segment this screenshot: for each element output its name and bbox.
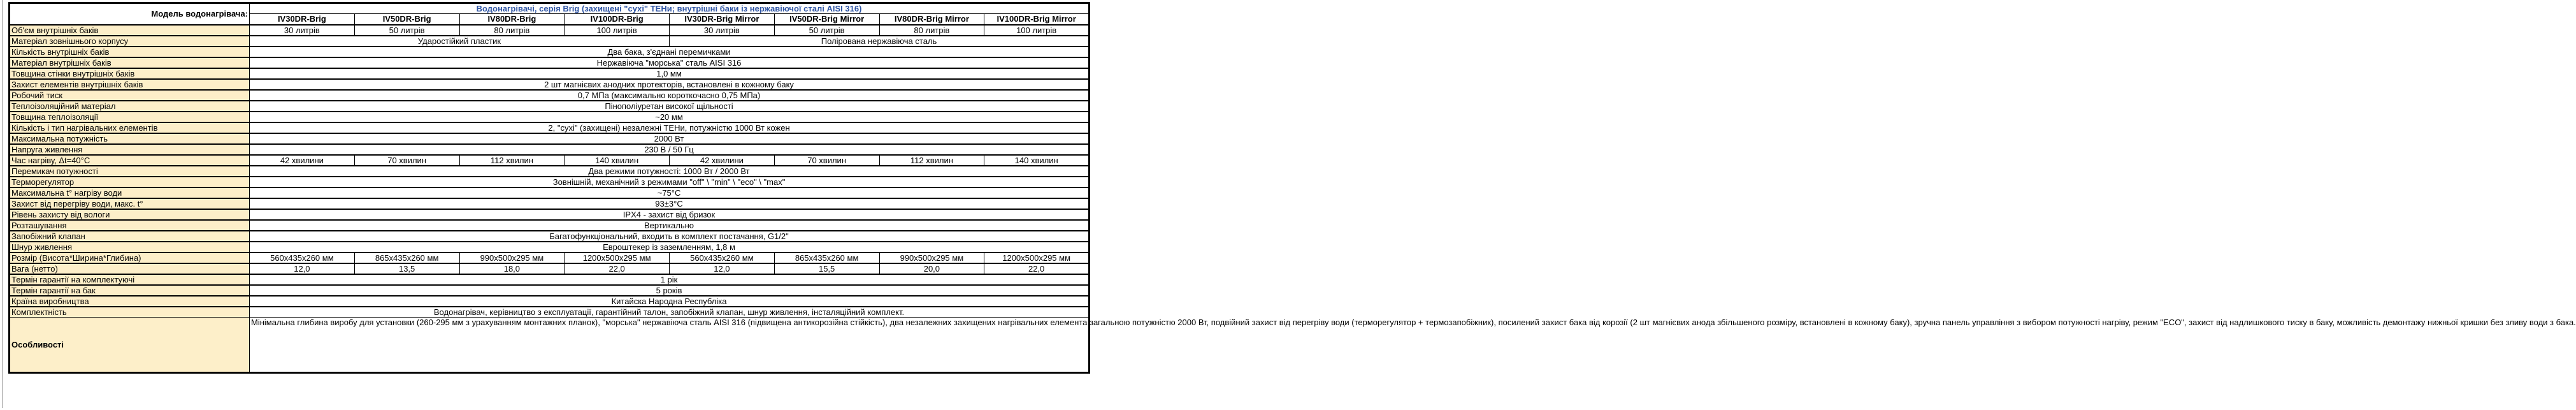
row-value: 50 литрів xyxy=(354,25,459,36)
row-value: Нержавіюча "морська" сталь AISI 316 xyxy=(250,57,1090,68)
row-value: 13,5 xyxy=(354,263,459,274)
row-value: 2, "сухі" (захищені) незалежні ТЕНи, потужністю 1000 Вт кожен xyxy=(250,122,1090,133)
model-name: IV100DR-Brig xyxy=(565,14,670,25)
spec-row-weight xyxy=(10,263,1090,274)
spec-row-warranty-parts xyxy=(10,274,1090,285)
spec-row-country xyxy=(10,296,1090,307)
row-value: 42 хвилини xyxy=(670,155,775,166)
row-value: 140 хвилин xyxy=(565,155,670,166)
row-value: 230 В / 50 Гц xyxy=(250,144,1090,155)
row-label: Максимальна t° нагріву води xyxy=(10,187,250,198)
spec-row-moisture xyxy=(10,209,1090,220)
model-name: IV50DR-Brig xyxy=(354,14,459,25)
model-name: IV30DR-Brig Mirror xyxy=(670,14,775,25)
row-value: 112 хвилин xyxy=(459,155,565,166)
row-value: 12,0 xyxy=(250,263,355,274)
model-name: IV50DR-Brig Mirror xyxy=(774,14,879,25)
spec-row-body-material xyxy=(10,36,1090,47)
row-label: Терморегулятор xyxy=(10,177,250,187)
row-value: 1200x500x295 мм xyxy=(984,253,1090,263)
features-text: Мінімальна глибина виробу для установки (260-295 мм з урахуванням монтажних планок), "морська" нержавіюча сталь AISI 316 (підвищена антикорозійна стійкість), два незалежних захищених нагрівальних елемента загальною потужністю 2000 Вт, подвійний захист від перегріву води (терморегулятор + термозапобіжник), посилений захист бака від корозії (2 шт магнієвих анода збільшеного розміру, встановлені в кожному баку), зручна панель управління з вибором потужності нагріву, режим "ECO", захист від надлишкового тиску в баку, можливість демонтажу нижньої кришки без зливу води з бака. xyxy=(250,318,1090,373)
spec-row-warranty-tank xyxy=(10,285,1090,296)
row-value: 100 литрів xyxy=(984,25,1090,36)
row-value: 30 литрів xyxy=(250,25,355,36)
row-label: Шнур живлення xyxy=(10,242,250,253)
row-value: 5 років xyxy=(250,285,1090,296)
row-value: ~20 мм xyxy=(250,112,1090,122)
row-value: 865x435x260 мм xyxy=(354,253,459,263)
row-value: 42 хвилини xyxy=(250,155,355,166)
row-label: Теплоізоляційний матеріал xyxy=(10,101,250,112)
row-label: Максимальна потужність xyxy=(10,133,250,144)
row-value: 560x435x260 мм xyxy=(670,253,775,263)
row-label: Захист від перегріву води, макс. t° xyxy=(10,198,250,209)
row-value: Вертикально xyxy=(250,220,1090,231)
row-value: 12,0 xyxy=(670,263,775,274)
row-value: 990x500x295 мм xyxy=(459,253,565,263)
row-label: Країна виробництва xyxy=(10,296,250,307)
spec-row-insulation-thickness xyxy=(10,112,1090,122)
row-label: Товщина стінки внутрішніх баків xyxy=(10,68,250,79)
spec-row-safety-valve xyxy=(10,231,1090,242)
spec-row-tank-count xyxy=(10,47,1090,57)
row-label: Вага (нетто) xyxy=(10,263,250,274)
row-value: 1 рік xyxy=(250,274,1090,285)
row-value: 112 хвилин xyxy=(879,155,984,166)
row-label: Робочий тиск xyxy=(10,90,250,101)
spec-row-tank-material xyxy=(10,57,1090,68)
row-label: Товщина теплоізоляції xyxy=(10,112,250,122)
model-label: Модель водонагрівача: xyxy=(10,3,250,25)
row-value: Евроштекер із заземленням, 1,8 м xyxy=(250,242,1090,253)
row-value: 22,0 xyxy=(984,263,1090,274)
model-name: IV100DR-Brig Mirror xyxy=(984,14,1090,25)
row-value: 1,0 мм xyxy=(250,68,1090,79)
row-value: 22,0 xyxy=(565,263,670,274)
row-value: Багатофункціональний, входить в комплект постачання, G1/2" xyxy=(250,231,1090,242)
spec-table xyxy=(8,2,2576,374)
row-label: Кількість і тип нагрівальних елементів xyxy=(10,122,250,133)
row-label: Перемикач потужності xyxy=(10,166,250,177)
spec-row-tank-protection xyxy=(10,79,1090,90)
spec-row-volume xyxy=(10,25,1090,36)
row-label: Об'єм внутрішніх баків xyxy=(10,25,250,36)
row-value: Два бака, з'єднані перемичками xyxy=(250,47,1090,57)
row-label: Рівень захисту від вологи xyxy=(10,209,250,220)
row-label: Час нагріву, Δt=40°C xyxy=(10,155,250,166)
row-value: 1200x500x295 мм xyxy=(565,253,670,263)
spec-row-max-power xyxy=(10,133,1090,144)
row-value: 140 хвилин xyxy=(984,155,1090,166)
row-value: 20,0 xyxy=(879,263,984,274)
row-value: 990x500x295 мм xyxy=(879,253,984,263)
spec-row-package xyxy=(10,307,1090,318)
row-label: Особливості xyxy=(10,318,250,373)
spec-row-max-temp xyxy=(10,187,1090,198)
row-label: Напруга живлення xyxy=(10,144,250,155)
spec-row-heating-time xyxy=(10,155,1090,166)
row-value: 865x435x260 мм xyxy=(774,253,879,263)
row-value: Водонагрівач, керівництво з експлуатації, гарантійний талон, запобіжний клапан, шнур живлення, інсталяційний комплект. xyxy=(250,307,1090,318)
row-value: Пінополіуретан високої щільності xyxy=(250,101,1090,112)
row-label: Захист елементів внутрішніх баків xyxy=(10,79,250,90)
row-label: Термін гарантії на бак xyxy=(10,285,250,296)
spec-row-pressure xyxy=(10,90,1090,101)
row-value: 50 литрів xyxy=(774,25,879,36)
spec-row-placement xyxy=(10,220,1090,231)
spec-row-features xyxy=(10,318,1090,373)
row-value: 30 литрів xyxy=(670,25,775,36)
row-label: Кількість внутрішніх баків xyxy=(10,47,250,57)
row-value: Ударостійкий пластик xyxy=(250,36,670,47)
row-value: IPX4 - захист від бризок xyxy=(250,209,1090,220)
spec-row-insulation-material xyxy=(10,101,1090,112)
row-value: Китайска Народна Республіка xyxy=(250,296,1090,307)
spec-row-size xyxy=(10,253,1090,263)
model-name: IV80DR-Brig xyxy=(459,14,565,25)
spec-row-thermostat xyxy=(10,177,1090,187)
row-label: Матеріал внутрішніх баків xyxy=(10,57,250,68)
row-value: 560x435x260 мм xyxy=(250,253,355,263)
row-value: 93±3°C xyxy=(250,198,1090,209)
spec-row-voltage xyxy=(10,144,1090,155)
row-value: Зовнішній, механічний з режимами "off" \ "min" \ "eco" \ "max" xyxy=(250,177,1090,187)
row-label: Термін гарантії на комплектуючі xyxy=(10,274,250,285)
row-label: Розташування xyxy=(10,220,250,231)
row-value: 2000 Вт xyxy=(250,133,1090,144)
spec-row-wall-thickness xyxy=(10,68,1090,79)
row-value: ~75°C xyxy=(250,187,1090,198)
row-label: Запобіжний клапан xyxy=(10,231,250,242)
row-value: 80 литрів xyxy=(879,25,984,36)
model-name: IV80DR-Brig Mirror xyxy=(879,14,984,25)
model-name: IV30DR-Brig xyxy=(250,14,355,25)
row-value: 2 шт магнієвих анодних протекторів, встановлені в кожному баку xyxy=(250,79,1090,90)
spec-row-overheat xyxy=(10,198,1090,209)
row-value: 80 литрів xyxy=(459,25,565,36)
row-value: 70 хвилин xyxy=(774,155,879,166)
row-label: Розмір (Висота*Ширина*Глибина) xyxy=(10,253,250,263)
row-value: 70 хвилин xyxy=(354,155,459,166)
row-label: Комплектність xyxy=(10,307,250,318)
spec-row-power-switch xyxy=(10,166,1090,177)
spec-row-power-cord xyxy=(10,242,1090,253)
series-title: Водонагрівачі, серія Brig (захищені "сухі" ТЕНи; внутрішні баки із нержавіючої сталі AISI 316) xyxy=(250,3,1090,14)
row-label: Матеріал зовнішнього корпусу xyxy=(10,36,250,47)
row-value: 100 литрів xyxy=(565,25,670,36)
row-value: 18,0 xyxy=(459,263,565,274)
row-value: Полірована нержавіюча сталь xyxy=(670,36,1090,47)
row-value: 0,7 МПа (максимально короткочасно 0,75 МПа) xyxy=(250,90,1090,101)
row-value: Два режими потужності: 1000 Вт / 2000 Вт xyxy=(250,166,1090,177)
header-title-row xyxy=(10,3,1090,14)
row-value: 15,5 xyxy=(774,263,879,274)
spec-row-heating-elements xyxy=(10,122,1090,133)
